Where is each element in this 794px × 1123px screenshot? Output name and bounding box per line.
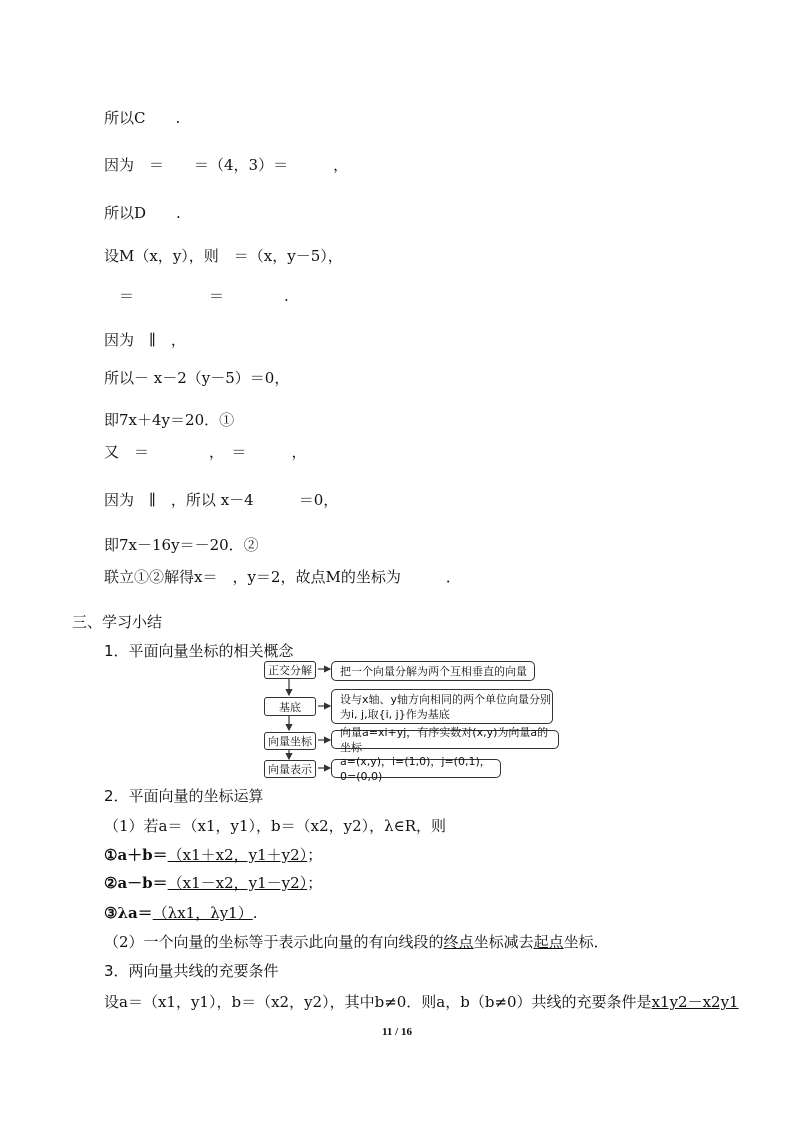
rule-add-answer: （x1＋x2，y1＋y2） [167,846,308,864]
rule-add-suffix: ； [307,846,323,864]
line-1: 所以C . [104,109,181,127]
box-decomposition-desc: 把一个向量分解为两个互相垂直的向量 [331,661,535,681]
section-title: 三、学习小结 [72,613,163,631]
rule-sub [104,873,322,893]
line-11: 即7x－16y＝－20．② [104,536,259,554]
collinear-answer: x1y2－x2y1 [651,993,739,1011]
line-3: 所以D . [104,204,181,222]
page-number: 11 / 16 [382,1026,412,1038]
line-6: 因为 ∥ ， [104,331,186,349]
rule-scalar-answer: （λx1，λy1） [152,904,253,922]
item-1-heading: 1．平面向量坐标的相关概念 [104,642,294,660]
sub-2-terminal: 终点 [443,933,474,951]
sub-2-part-a: （2）一个向量的坐标等于表示此向量的有向线段的 [104,933,444,951]
rule-scalar-suffix: . [252,904,258,922]
sub-1-text: （1）若a＝（x1，y1），b＝（x2，y2），λ∈R，则 [104,817,447,835]
box-vector-coordinate: 向量坐标 [264,732,316,750]
rule-sub-suffix: ； [307,874,323,892]
line-5: ＝ ＝ . [104,287,289,305]
rule-sub-answer: （x1－x2，y1－y2） [167,874,308,892]
box-basis: 基底 [264,697,316,716]
box-basis-desc: 设与x轴、y轴方向相同的两个单位向量分别为i, j,取{i, j}作为基底 [331,689,553,724]
sub-2-part-c: 坐标． [563,933,609,951]
sub-2-initial: 起点 [533,933,564,951]
line-4: 设M（x，y），则 ＝（x，y－5）， [104,247,343,265]
sub-2-text [104,932,609,952]
rule-add [104,845,322,865]
line-7: 所以－ x－2（y－5）＝0， [104,369,290,387]
rule-scalar-prefix: ③λa＝ [104,904,153,922]
line-8: 即7x＋4y＝20．① [104,411,235,429]
collinear-condition [104,992,739,1012]
line-2: 因为 ＝ ＝（4，3）＝ ， [104,156,349,174]
rule-sub-prefix: ②a－b＝ [104,874,168,892]
line-10: 因为 ∥ ，所以 x－4 ＝0， [104,491,339,509]
item-3-heading: 3．两向量共线的充要条件 [104,962,279,980]
item-2-heading: 2．平面向量的坐标运算 [104,787,264,805]
sub-2-part-b: 坐标减去 [473,933,534,951]
line-12: 联立①②解得x＝ ，y＝2，故点M的坐标为 ． [104,568,461,586]
collinear-condition-text: 设a＝（x1，y1），b＝（x2，y2），其中b≠0．则a，b（b≠0）共线的充要条件是 [104,993,652,1011]
rule-scalar [104,903,258,923]
line-9: 又 ＝ ， ＝ ， [104,443,307,461]
box-coordinate-desc: 向量a=xi+yj，有序实数对(x,y)为向量a的坐标 [331,730,559,749]
box-representation-desc: a=(x,y)，i=(1,0)，j=(0,1)，0=(0,0) [331,759,501,778]
rule-add-prefix: ①a＋b＝ [104,846,168,864]
box-vector-representation: 向量表示 [264,760,316,778]
box-orthogonal-decomposition: 正交分解 [264,661,316,679]
